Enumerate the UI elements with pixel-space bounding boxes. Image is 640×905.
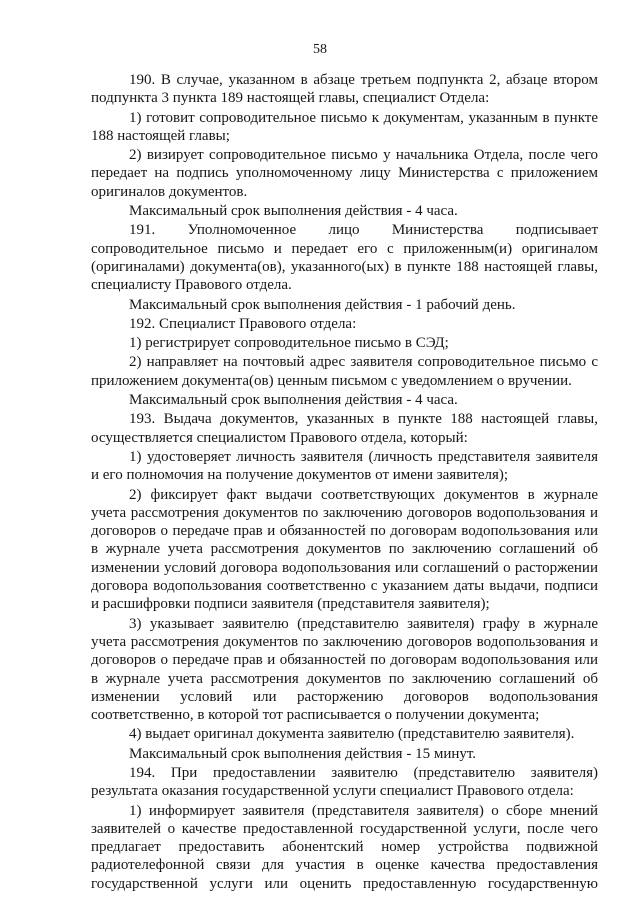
document-body: [91, 71, 598, 894]
paragraph-190: 190. В случае, указанном в абзаце третьем подпункта 2, абзаце втором подпункта 3 пункта 189 настоящей главы, специалист Отдела:: [91, 72, 598, 107]
paragraph-193-item-2: 2) фиксирует факт выдачи соответствующих документов в журнале учета рассмотрения документов по заключению договоров водопользования и договоров о передаче прав и обязанностей по договорам водопользования или в журнале учета рассмотрения документов по заключению соглашений об изменении условий договора водопользования или соглашений о расторжении договора водопользования соответственно с указанием даты выдачи, подписи и расшифровки подписи заявителя (представителя заявителя);: [91, 486, 598, 613]
deadline-note: Максимальный срок выполнения действия - 4 часа.: [129, 203, 458, 220]
paragraph-194-item-1: 1) информирует заявителя (представителя заявителя) о сборе мнений заявителей о качестве предоставленной государственной услуги, после чего предлагает предоставить абонентский номер устройства подвижной радиотелефонной связи для участия в оценке качества предоставления государственной услуги или оценить предоставленную государственную: [91, 802, 598, 892]
paragraph-192-item-2: 2) направляет на почтовый адрес заявителя сопроводительное письмо с приложением документа(ов) ценным письмом с уведомлением о вручении.: [91, 354, 598, 389]
paragraph-193-item-3: 3) указывает заявителю (представителю заявителя) графу в журнале учета рассмотрения документов по заключению договоров водопользования и договоров о передаче прав и обязанностей по договорам водопользования или в журнале учета рассмотрения документов по заключению соглашений об изменении условий или расторжению договоров водопользования соответственно, в которой тот расписывается о получении документа;: [91, 615, 598, 724]
paragraph-191: 191. Уполномоченное лицо Министерства подписывает сопроводительное письмо и передает его с приложенным(и) оригиналом (оригиналами) документа(ов), указанного(ых) в пункте 188 настоящей главы, специалисту Правового отдела.: [91, 222, 598, 294]
paragraph-193: 193. Выдача документов, указанных в пункте 188 настоящей главы, осуществляется специалистом Правового отдела, который:: [91, 411, 598, 446]
paragraph-193-item-4: 4) выдает оригинал документа заявителю (представителю заявителя).: [129, 726, 575, 743]
deadline-note: Максимальный срок выполнения действия - 1 рабочий день.: [129, 296, 516, 313]
paragraph-193-item-1: 1) удостоверяет личность заявителя (личность представителя заявителя и его полномочия на получение документов от имени заявителя);: [91, 448, 598, 484]
deadline-note: Максимальный срок выполнения действия - 4 часа.: [129, 392, 458, 409]
deadline-note: Максимальный срок выполнения действия - 15 минут.: [129, 745, 477, 762]
paragraph-192-item-1: 1) регистрирует сопроводительное письмо в СЭД;: [129, 335, 449, 352]
paragraph-192: 192. Специалист Правового отдела:: [129, 315, 357, 332]
paragraph-194: 194. При предоставлении заявителю (представителю заявителя) результата оказания государственной услуги специалист Правового отдела:: [91, 764, 598, 800]
paragraph-190-item-1: 1) готовит сопроводительное письмо к документам, указанным в пункте 188 настоящей главы;: [91, 109, 598, 144]
paragraph-190-item-2: 2) визирует сопроводительное письмо у начальника Отдела, после чего передает на подпись уполномоченному лицу Министерства с приложением оригиналов документов.: [91, 147, 598, 200]
page-number: 58: [313, 42, 327, 57]
